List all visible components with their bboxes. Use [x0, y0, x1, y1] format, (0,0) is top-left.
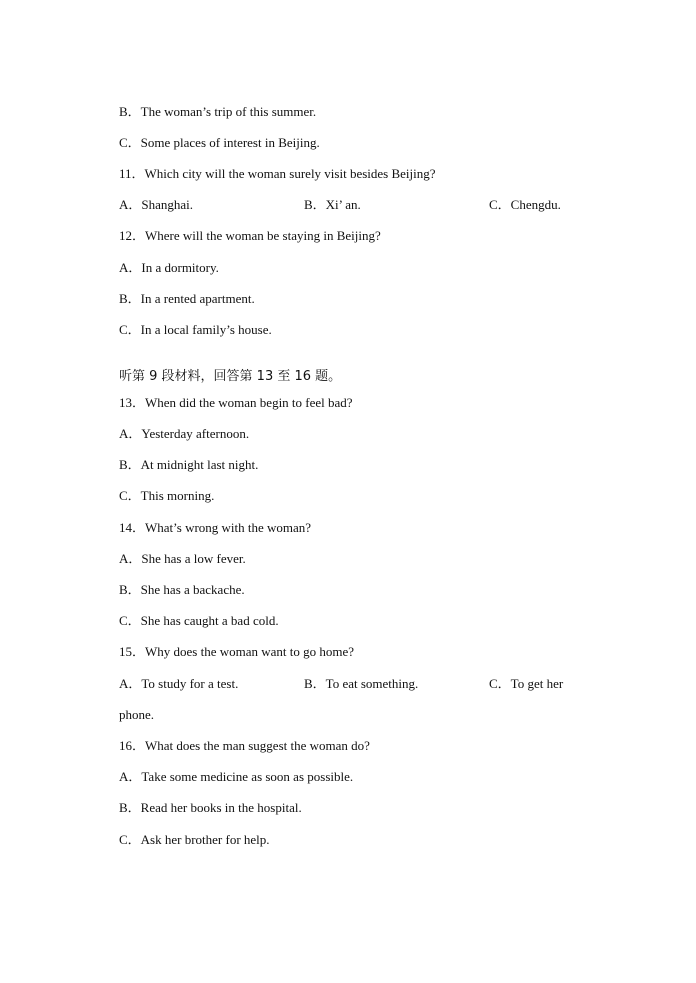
q13-question: 13．When did the woman begin to feel bad?	[119, 395, 353, 410]
q11-question: 11．Which city will the woman surely visit besides Beijing?	[119, 166, 436, 181]
q14-option-a: A．She has a low fever.	[119, 551, 246, 566]
q10-option-c: C．Some places of interest in Beijing.	[119, 135, 320, 150]
q16-option-a: A．Take some medicine as soon as possible.	[119, 769, 354, 784]
section-heading: 听第 9 段材料，回答第 13 至 16 题。	[119, 369, 342, 384]
q14-question: 14．What’s wrong with the woman?	[119, 520, 312, 535]
q14-option-b: B．She has a backache.	[119, 582, 245, 597]
q12-option-c: C．In a local family’s house.	[119, 322, 272, 337]
q10-option-b: B．The woman’s trip of this summer.	[119, 104, 317, 119]
q16-option-c: C．Ask her brother for help.	[119, 832, 270, 847]
q15-question: 15．Why does the woman want to go home?	[119, 644, 355, 659]
q12-option-b: B．In a rented apartment.	[119, 291, 255, 306]
q14-option-c: C．She has caught a bad cold.	[119, 613, 279, 628]
q16-option-b: B．Read her books in the hospital.	[119, 800, 302, 815]
q15-option-c: C．To get her	[489, 676, 564, 691]
q13-option-a: A．Yesterday afternoon.	[119, 426, 250, 441]
q11-option-c: C．Chengdu.	[489, 197, 561, 212]
q11-option-b: B．Xi’ an.	[304, 197, 361, 212]
q15-option-a: A．To study for a test.	[119, 676, 239, 691]
q15-option-b: B．To eat something.	[304, 676, 419, 691]
q13-option-c: C．This morning.	[119, 488, 215, 503]
q16-question: 16．What does the man suggest the woman do?	[119, 738, 370, 753]
q12-question: 12．Where will the woman be staying in Beijing?	[119, 228, 381, 243]
q13-option-b: B．At midnight last night.	[119, 457, 259, 472]
q11-option-a: A．Shanghai.	[119, 197, 194, 212]
q15-option-c-continued: phone.	[119, 707, 155, 722]
q12-option-a: A．In a dormitory.	[119, 260, 219, 275]
